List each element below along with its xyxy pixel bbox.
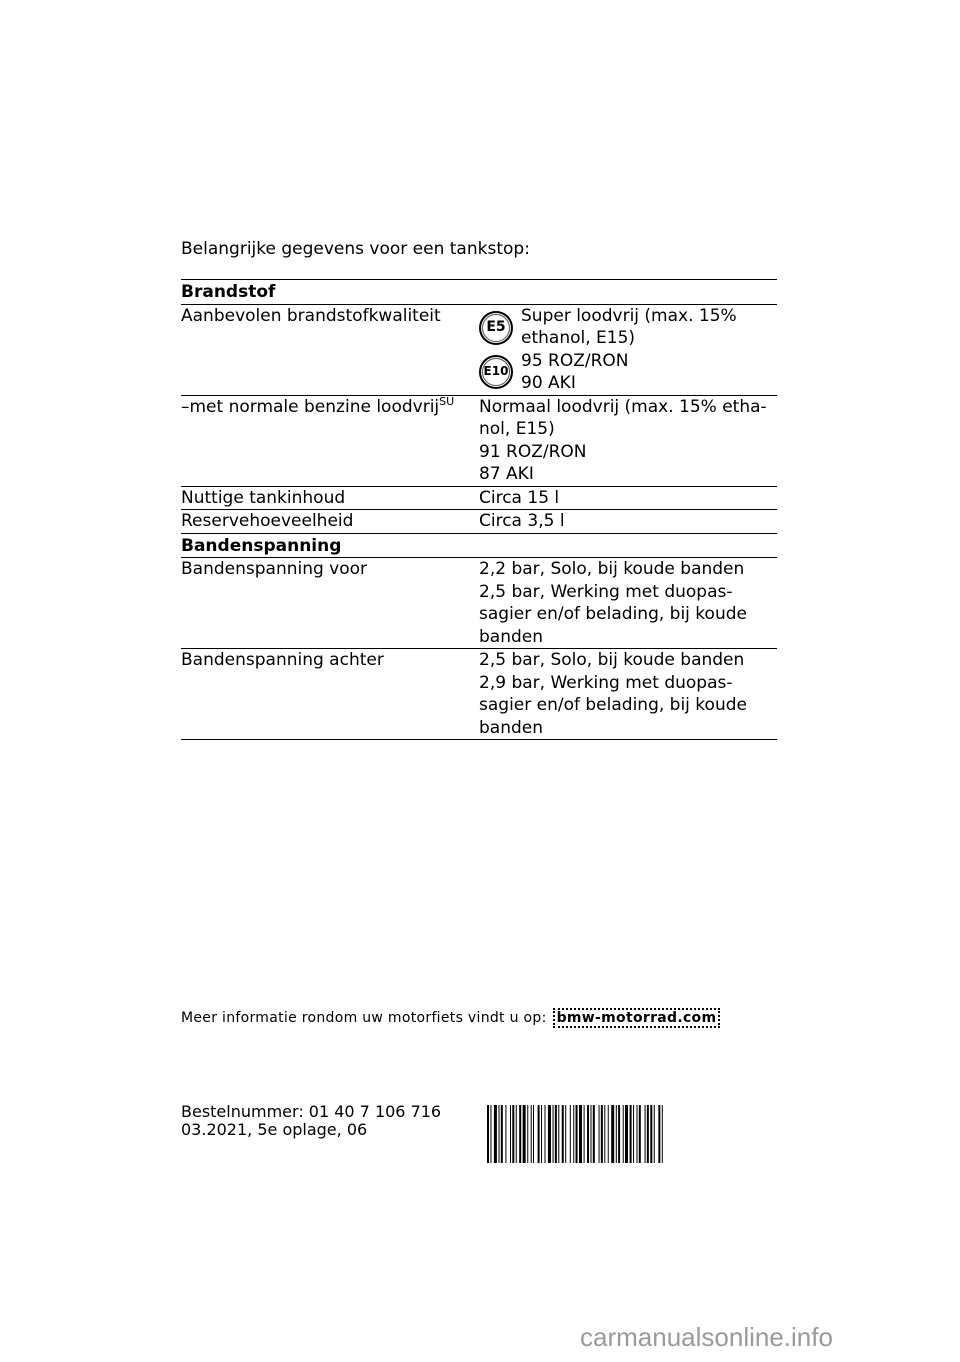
barcode-bar: [618, 1105, 620, 1163]
barcode-bar: [501, 1105, 503, 1163]
barcode-bar: [516, 1105, 517, 1163]
table-row-reserve: [181, 510, 777, 534]
normal-fuel-value: Normaal loodvrij (max. 15% etha- nol, E15) 91 ROZ/RON 87 AKI: [479, 396, 767, 484]
barcode-bar: [584, 1105, 585, 1163]
e5-fuel-icon: E5: [479, 311, 513, 345]
barcode-bar: [505, 1105, 506, 1163]
barcode-bar: [531, 1105, 532, 1163]
barcode-bar: [494, 1105, 497, 1163]
barcode: [487, 1105, 777, 1163]
tank-capacity-label: Nuttige tankinhoud: [181, 487, 346, 508]
barcode-bar: [533, 1105, 534, 1163]
edition-info: 03.2021, 5e oplage, 06: [181, 1120, 368, 1139]
barcode-bar: [573, 1105, 574, 1163]
barcode-bar: [541, 1105, 542, 1163]
tyre-section-heading: Bandenspanning: [181, 534, 777, 559]
barcode-bar: [604, 1105, 605, 1163]
barcode-bar: [650, 1105, 652, 1163]
table-row-tank-capacity: [181, 487, 777, 511]
recommended-fuel-label: Aanbevolen brandstofkwaliteit: [181, 305, 441, 326]
table-row-normal-fuel: [181, 396, 777, 487]
barcode-bar: [611, 1105, 614, 1163]
barcode-bar: [562, 1105, 564, 1163]
tyre-front-value: 2,2 bar, Solo, bij koude banden 2,5 bar, Werking met duopas- sagier en/of belading, bij koude banden: [479, 559, 747, 647]
tyre-rear-label: Bandenspanning achter: [181, 650, 384, 670]
barcode-bar: [576, 1105, 578, 1163]
tyre-rear-value: 2,5 bar, Solo, bij koude banden 2,9 bar, Werking met duopas- sagier en/of belading, bij koude banden: [479, 650, 747, 738]
barcode-bar: [490, 1105, 491, 1163]
barcode-bar: [558, 1105, 559, 1163]
barcode-bar: [647, 1105, 649, 1163]
barcode-bar: [633, 1105, 634, 1163]
barcode-bar: [608, 1105, 609, 1163]
barcode-bar: [553, 1105, 554, 1163]
footer-info: [181, 1008, 720, 1028]
fuel-section-heading: Brandstof: [181, 280, 777, 305]
tyre-front-label: Bandenspanning voor: [181, 559, 368, 579]
barcode-bar: [616, 1105, 617, 1163]
barcode-bar: [523, 1105, 526, 1163]
barcode-bar: [579, 1105, 582, 1163]
barcode-bar: [538, 1105, 540, 1163]
tank-capacity-value: Circa 15 l: [479, 487, 560, 508]
barcode-bar: [658, 1105, 660, 1163]
barcode-bar: [623, 1105, 624, 1163]
barcode-bar: [487, 1105, 489, 1163]
barcode-bar: [625, 1105, 628, 1163]
barcode-bar: [593, 1105, 595, 1163]
table-row-recommended-fuel: [181, 305, 777, 396]
order-number: Bestelnummer: 01 40 7 106 716: [181, 1102, 442, 1121]
website-link[interactable]: bmw-motorrad.com: [553, 1008, 721, 1028]
normal-fuel-label: –met normale benzine loodvrij$^{SU}$: [181, 394, 455, 417]
intro-heading: Belangrijke gegevens voor een tankstop:: [181, 239, 530, 259]
barcode-bar: [519, 1105, 521, 1163]
barcode-bar: [639, 1105, 641, 1163]
e10-fuel-icon: E10: [479, 355, 513, 389]
order-info: [181, 1103, 441, 1139]
barcode-bar: [565, 1105, 566, 1163]
barcode-bar: [599, 1105, 600, 1163]
barcode-bar: [654, 1105, 655, 1163]
barcode-bar: [662, 1105, 663, 1163]
fuel-tyre-table: [181, 279, 777, 740]
barcode-bar: [570, 1105, 571, 1163]
barcode-bar: [527, 1105, 528, 1163]
footer-info-text: Meer informatie rondom uw motorfiets vindt u op:: [181, 1010, 547, 1026]
barcode-bar: [587, 1105, 589, 1163]
recommended-fuel-value: Super loodvrij (max. 15% ethanol, E15) 95 ROZ/RON 90 AKI: [521, 305, 737, 393]
barcode-bar: [548, 1105, 551, 1163]
barcode-bar: [512, 1105, 514, 1163]
barcode-bar: [499, 1105, 500, 1163]
barcode-bar: [637, 1105, 638, 1163]
barcode-bar: [545, 1105, 546, 1163]
barcode-bar: [630, 1105, 632, 1163]
barcode-bar: [555, 1105, 557, 1163]
reserve-label: Reservehoeveelheid: [181, 511, 354, 531]
fuel-badges: [479, 305, 521, 395]
watermark: carmanualsonline.info: [580, 1322, 833, 1352]
barcode-bar: [510, 1105, 511, 1163]
barcode-bar: [601, 1105, 603, 1163]
table-row-tyre-front: [181, 558, 777, 649]
barcode-bar: [645, 1105, 646, 1163]
table-row-tyre-rear: [181, 649, 777, 740]
barcode-bar: [591, 1105, 592, 1163]
reserve-value: Circa 3,5 l: [479, 511, 565, 531]
